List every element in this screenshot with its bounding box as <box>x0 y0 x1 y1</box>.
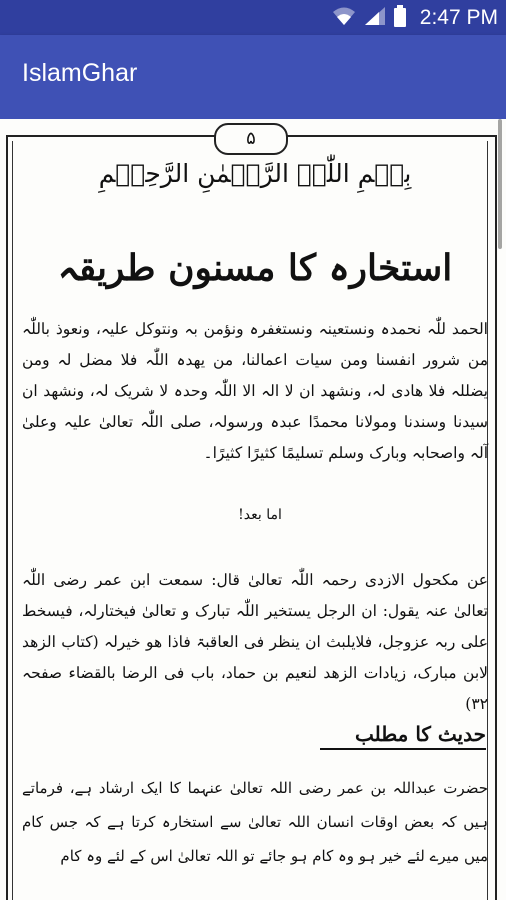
status-time: 2:47 PM <box>419 5 498 29</box>
hadith-paragraph: عن مکحول الازدی رحمہ اللّٰہ تعالیٰ قال: سمعت ابن عمر رضی اللّٰہ تعالیٰ عنہ یقول: ان الرجل یستخیر اللّٰہ تبارک و تعالیٰ فیختارلہ، فیسخط علی ربہ عزوجل، فلایلبث ان ینظر فی العاقبۃ فاذا ھو خیرلہ (کتاب الزھد لابن مبارک، زیادات الزھد لنعیم بن حماد، باب فی الرضا بالقضاء صفحہ ۳۲) <box>22 571 488 713</box>
app-bar <box>0 35 506 119</box>
document-page[interactable] <box>0 119 506 900</box>
page-number: ۵ <box>214 123 288 155</box>
page-title: استخارہ کا مسنون طریقہ <box>57 247 453 289</box>
battery-icon <box>394 5 406 31</box>
bismillah-heading: بِسۡمِ اللّٰہِ الرَّحۡمٰنِ الرَّحِیۡمِ <box>98 159 412 188</box>
arabic-invocation-paragraph: الحمد للّٰہ نحمدہ ونستعینہ ونستغفرہ ونؤمن بہ ونتوکل علیہ، ونعوذ باللّٰہ من شرور انفسنا ومن سیات اعمالنا، من یھدہ اللّٰہ فلا مضل لہ ومن یضللہ فلا ھادی لہ، ونشھد ان لا الہ الا اللّٰہ وحدہ لا شریک لہ، ونشھد ان سیدنا وسندنا ومولانا محمدًا عبدہ ورسولہ، صلی اللّٰہ تعالیٰ علیہ وعلیٰ آلہ واصحابہ وبارک وسلم تسلیمًا کثیرًا کثیرًا۔ <box>22 320 488 462</box>
amma-baad-text: اما بعد! <box>238 507 282 523</box>
signal-icon <box>364 6 386 30</box>
urdu-explanation-paragraph: حضرت عبداللہ بن عمر رضی اللہ تعالیٰ عنہما کا ایک ارشاد ہے، فرماتے ہیں کہ بعض اوقات انسان اللہ تعالیٰ سے استخارہ کرتا ہے کہ جس کام میں میرے لئے خیر ہو وہ کام ہو جائے تو اللہ تعالیٰ اس کے لئے وہ کام <box>22 779 488 865</box>
wifi-icon <box>332 6 356 30</box>
status-icons <box>332 0 498 35</box>
app-title: IslamGhar <box>22 59 138 87</box>
status-bar <box>0 0 506 35</box>
vertical-scrollbar[interactable] <box>498 119 502 249</box>
section-subheading: حدیث کا مطلب <box>320 722 486 750</box>
